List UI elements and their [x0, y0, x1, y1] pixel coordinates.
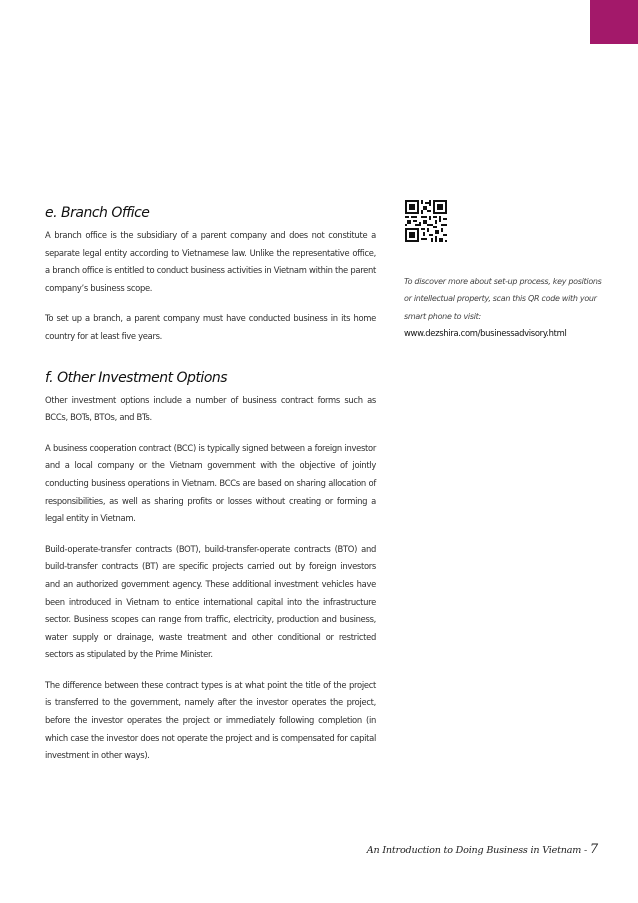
paragraph: To set up a branch, a parent company must have conducted business in its home country for at least five years.	[45, 313, 376, 341]
business-advisory-link[interactable]: www.dezshira.com/businessadvisory.html	[404, 328, 567, 339]
corner-color-tab	[590, 0, 638, 44]
qr-code-icon[interactable]	[405, 200, 447, 242]
page-footer	[367, 842, 598, 857]
paragraph: Other investment options include a number of business contract forms such as BCCs, BOTs, BTOs, and BTs.	[45, 394, 376, 423]
qr-instruction-text: To discover more about set-up process, key positions or intellectual property, scan this QR code with your smart phone to visit:	[404, 277, 602, 321]
footer-document-title: An Introduction to Doing Business in Vietnam -	[366, 845, 588, 856]
paragraph: The difference between these contract types is at what point the title of the project is transferred to the government, namely after the investor operates the project, before the investor operates the project or immediately following completion (in which case the investor does not operate the project and is compensated for capital investment in other ways).	[45, 679, 376, 761]
main-column	[45, 205, 376, 778]
section-other-investment-options	[45, 370, 376, 765]
section-heading-other-investment-options: f. Other Investment Options	[45, 369, 228, 386]
qr-instruction-note	[404, 273, 604, 343]
paragraph: Build-operate-transfer contracts (BOT), build-transfer-operate contracts (BTO) and build-transfer contracts (BT) are specific projects carried out by foreign investors and an authorized government agency. These additional investment vehicles have been introduced in Vietnam to entice international capital into the infrastructure sector. Business scopes can range from traffic, electricity, production and business, water supply or drainage, waste treatment and other conditional or restricted sectors as stipulated by the Prime Minister.	[45, 543, 376, 660]
sidebar	[404, 200, 604, 343]
section-heading-branch-office: e. Branch Office	[45, 205, 150, 221]
page-number: 7	[589, 842, 598, 857]
paragraph: A branch office is the subsidiary of a parent company and does not constitute a separate legal entity according to Vietnamese law. Unlike the representative office, a branch office is entitled to conduct business activities in Vietnam within the parent company’s business scope.	[45, 230, 376, 293]
paragraph: A business cooperation contract (BCC) is typically signed between a foreign investor and a local company or the Vietnam government with the objective of jointly conducting business operations in Vietnam. BCCs are based on sharing allocation of responsibilities, as well as sharing profits or losses without creating or forming a legal entity in Vietnam.	[45, 442, 376, 524]
section-branch-office	[45, 205, 376, 346]
